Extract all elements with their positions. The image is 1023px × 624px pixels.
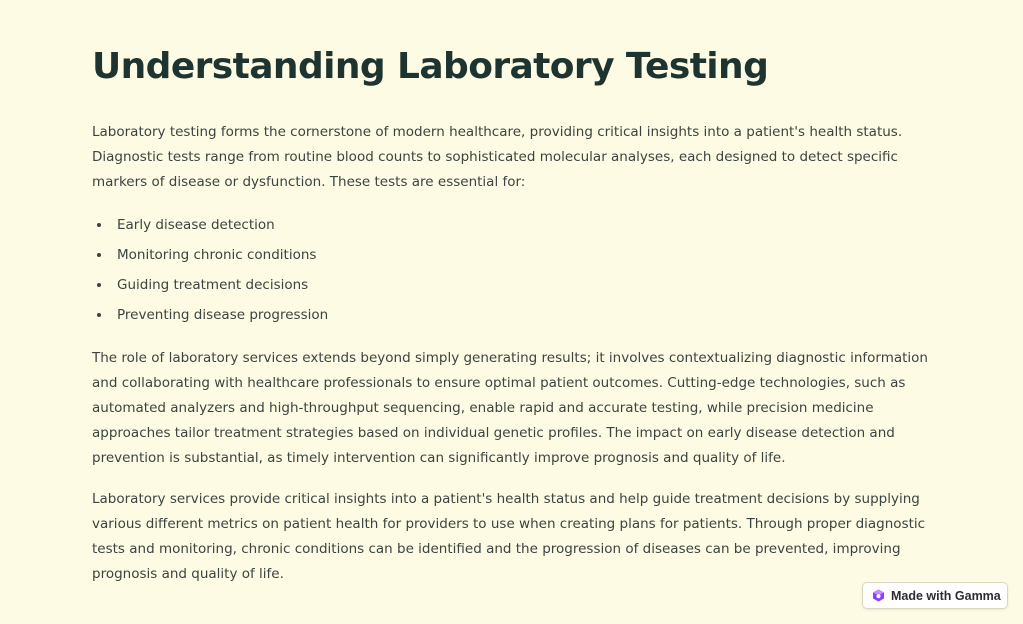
made-with-gamma-button[interactable] bbox=[862, 582, 1008, 609]
bullet-list bbox=[92, 210, 932, 330]
page-title: Understanding Laboratory Testing bbox=[92, 46, 769, 87]
document-content bbox=[92, 42, 932, 587]
intro-paragraph: Laboratory testing forms the cornerstone of modern healthcare, providing critical insights into a patient's health status. Diagnostic tests range from routine blood counts to sophisticated molecular analyses, each designed to detect specific markers of disease or dysfunction. These tests are essential for: bbox=[92, 124, 903, 190]
list-item: Preventing disease progression bbox=[117, 300, 932, 330]
list-item: Guiding treatment decisions bbox=[117, 270, 932, 300]
role-paragraph: The role of laboratory services extends beyond simply generating results; it involves contextualizing diagnostic information and collaborating with healthcare professionals to ensure optimal patient outcomes. Cutting-edge technologies, such as automated analyzers and high-throughput sequencing, enable rapid and accurate testing, while precision medicine approaches tailor treatment strategies based on individual genetic profiles. The impact on early disease detection and prevention is substantial, as timely intervention can significantly improve prognosis and quality of life. bbox=[92, 350, 928, 466]
badge-label: Made with Gamma bbox=[891, 588, 1001, 603]
gamma-logo-icon bbox=[872, 589, 885, 602]
list-item: Monitoring chronic conditions bbox=[117, 240, 932, 270]
list-item: Early disease detection bbox=[117, 210, 932, 240]
services-paragraph: Laboratory services provide critical insights into a patient's health status and help guide treatment decisions by supplying various different metrics on patient health for providers to use when creating plans for patients. Through proper diagnostic tests and monitoring, chronic conditions can be identified and the progression of diseases can be prevented, improving prognosis and quality of life. bbox=[92, 491, 926, 582]
